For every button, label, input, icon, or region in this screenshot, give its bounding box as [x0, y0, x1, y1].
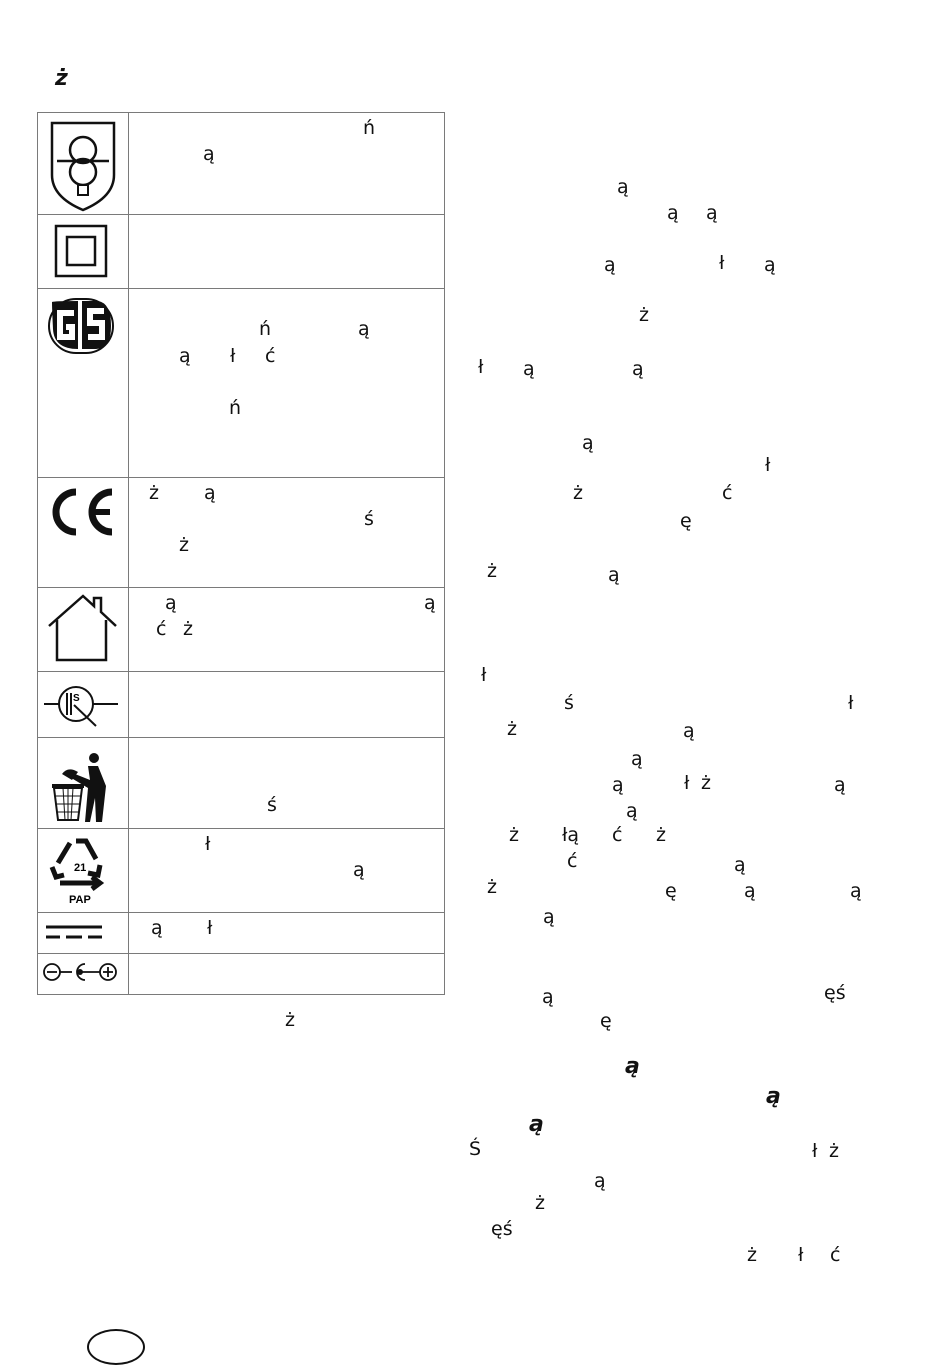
symbol-cell	[38, 954, 129, 995]
safety-transformer-icon	[38, 113, 128, 213]
glyph: ć	[265, 345, 276, 367]
glyph: ń	[259, 318, 272, 340]
glyph: ż	[701, 772, 711, 794]
glyph: ż	[507, 718, 517, 740]
glyph: ć	[567, 850, 578, 872]
glyph: ą	[529, 1112, 544, 1137]
glyph: ą	[358, 318, 370, 340]
glyph: ą	[203, 143, 215, 165]
double-insulation-icon	[38, 215, 128, 287]
glyph: ś	[564, 692, 574, 714]
glyph: ą	[542, 986, 554, 1008]
table-row	[38, 913, 445, 954]
svg-text:S: S	[73, 693, 80, 704]
glyph: ż	[487, 876, 497, 898]
glyph: ł	[765, 454, 771, 476]
glyph: ł	[848, 692, 854, 714]
glyph: ęś	[824, 982, 846, 1004]
table-row	[38, 113, 445, 215]
glyph: ł	[812, 1140, 818, 1162]
glyph: ć	[722, 482, 733, 504]
table-row	[38, 478, 445, 588]
glyph: ć	[830, 1244, 841, 1266]
glyph: ś	[267, 794, 277, 816]
symbol-description	[129, 954, 445, 995]
symbol-cell	[38, 478, 129, 588]
page-title: ż	[55, 66, 68, 91]
glyph: ą	[764, 254, 776, 276]
glyph: ą	[612, 774, 624, 796]
glyph: ć	[156, 618, 167, 640]
glyph: ą	[165, 592, 177, 614]
glyph: ł	[684, 772, 690, 794]
glyph: ł	[230, 345, 236, 367]
recycling-pap-icon	[38, 829, 128, 911]
recycle-number: 21	[74, 862, 87, 874]
glyph: ą	[631, 748, 643, 770]
glyph: ą	[734, 854, 746, 876]
glyph: ż	[487, 560, 497, 582]
glyph: ł	[478, 356, 484, 378]
symbol-cell	[38, 913, 129, 954]
glyph: ż	[179, 534, 189, 556]
glyph: ą	[151, 917, 163, 939]
glyph: ś	[364, 508, 374, 530]
glyph: ą	[424, 592, 436, 614]
glyph: ż	[639, 304, 649, 326]
symbol-cell	[38, 588, 129, 672]
glyph: ą	[594, 1170, 606, 1192]
glyph: ą	[683, 720, 695, 742]
glyph: ą	[204, 482, 216, 504]
short-circuit-proof-icon	[38, 672, 128, 736]
symbol-description	[129, 738, 445, 829]
ce-mark-icon	[38, 478, 128, 548]
gs-mark-icon	[38, 289, 128, 359]
symbol-description	[129, 672, 445, 738]
glyph: ę	[665, 880, 677, 902]
recycle-code: PAP	[69, 894, 91, 906]
table-row	[38, 829, 445, 913]
glyph: łą	[562, 824, 580, 846]
glyph: ęś	[491, 1218, 513, 1240]
symbol-cell	[38, 215, 129, 289]
glyph: ł	[207, 917, 213, 939]
symbol-description	[129, 289, 445, 478]
glyph: ą	[667, 202, 679, 224]
table-row	[38, 215, 445, 289]
glyph: ł	[481, 664, 487, 686]
glyph: ą	[617, 176, 629, 198]
glyph: ą	[582, 432, 594, 454]
glyph: ż	[656, 824, 666, 846]
glyph: ą	[626, 800, 638, 822]
glyph: ę	[680, 510, 692, 532]
table-row	[38, 672, 445, 738]
symbol-description	[129, 478, 445, 588]
glyph: ą	[353, 859, 365, 881]
table-row	[38, 738, 445, 829]
symbol-legend-table	[37, 112, 445, 995]
symbol-cell	[38, 672, 129, 738]
glyph: ż	[573, 482, 583, 504]
glyph: ż	[829, 1140, 839, 1162]
polarity-icon	[38, 954, 128, 992]
symbol-cell	[38, 289, 129, 478]
glyph: ą	[625, 1054, 640, 1079]
glyph: ż	[509, 824, 519, 846]
symbol-cell	[38, 829, 129, 913]
glyph: ż	[747, 1244, 757, 1266]
glyph: ą	[744, 880, 756, 902]
symbol-description	[129, 215, 445, 289]
glyph: ą	[632, 358, 644, 380]
glyph: ł	[719, 252, 725, 274]
glyph: ł	[798, 1244, 804, 1266]
glyph: ą	[834, 774, 846, 796]
glyph: ż	[535, 1192, 545, 1214]
indoor-use-house-icon	[38, 588, 128, 670]
glyph: ą	[523, 358, 535, 380]
glyph: ż	[285, 1009, 295, 1031]
glyph: ą	[608, 564, 620, 586]
glyph: ą	[850, 880, 862, 902]
table-row	[38, 954, 445, 995]
glyph: ć	[612, 824, 623, 846]
symbol-description	[129, 113, 445, 215]
glyph: ą	[604, 254, 616, 276]
direct-current-icon	[38, 913, 128, 953]
glyph: ą	[179, 345, 191, 367]
glyph: ń	[363, 117, 376, 139]
glyph: ż	[149, 482, 159, 504]
symbol-description	[129, 829, 445, 913]
page-number-badge	[87, 1329, 145, 1365]
symbol-cell	[38, 113, 129, 215]
glyph: ę	[600, 1010, 612, 1032]
waste-bin-disposal-icon	[38, 738, 128, 828]
symbol-cell	[38, 738, 129, 829]
symbol-description	[129, 588, 445, 672]
glyph: ą	[766, 1084, 781, 1109]
glyph: ń	[229, 397, 242, 419]
glyph: Ś	[469, 1138, 482, 1160]
table-row	[38, 289, 445, 478]
glyph: ą	[706, 202, 718, 224]
table-row	[38, 588, 445, 672]
glyph: ą	[543, 906, 555, 928]
symbol-description	[129, 913, 445, 954]
glyph: ł	[205, 833, 211, 855]
glyph: ż	[183, 618, 193, 640]
